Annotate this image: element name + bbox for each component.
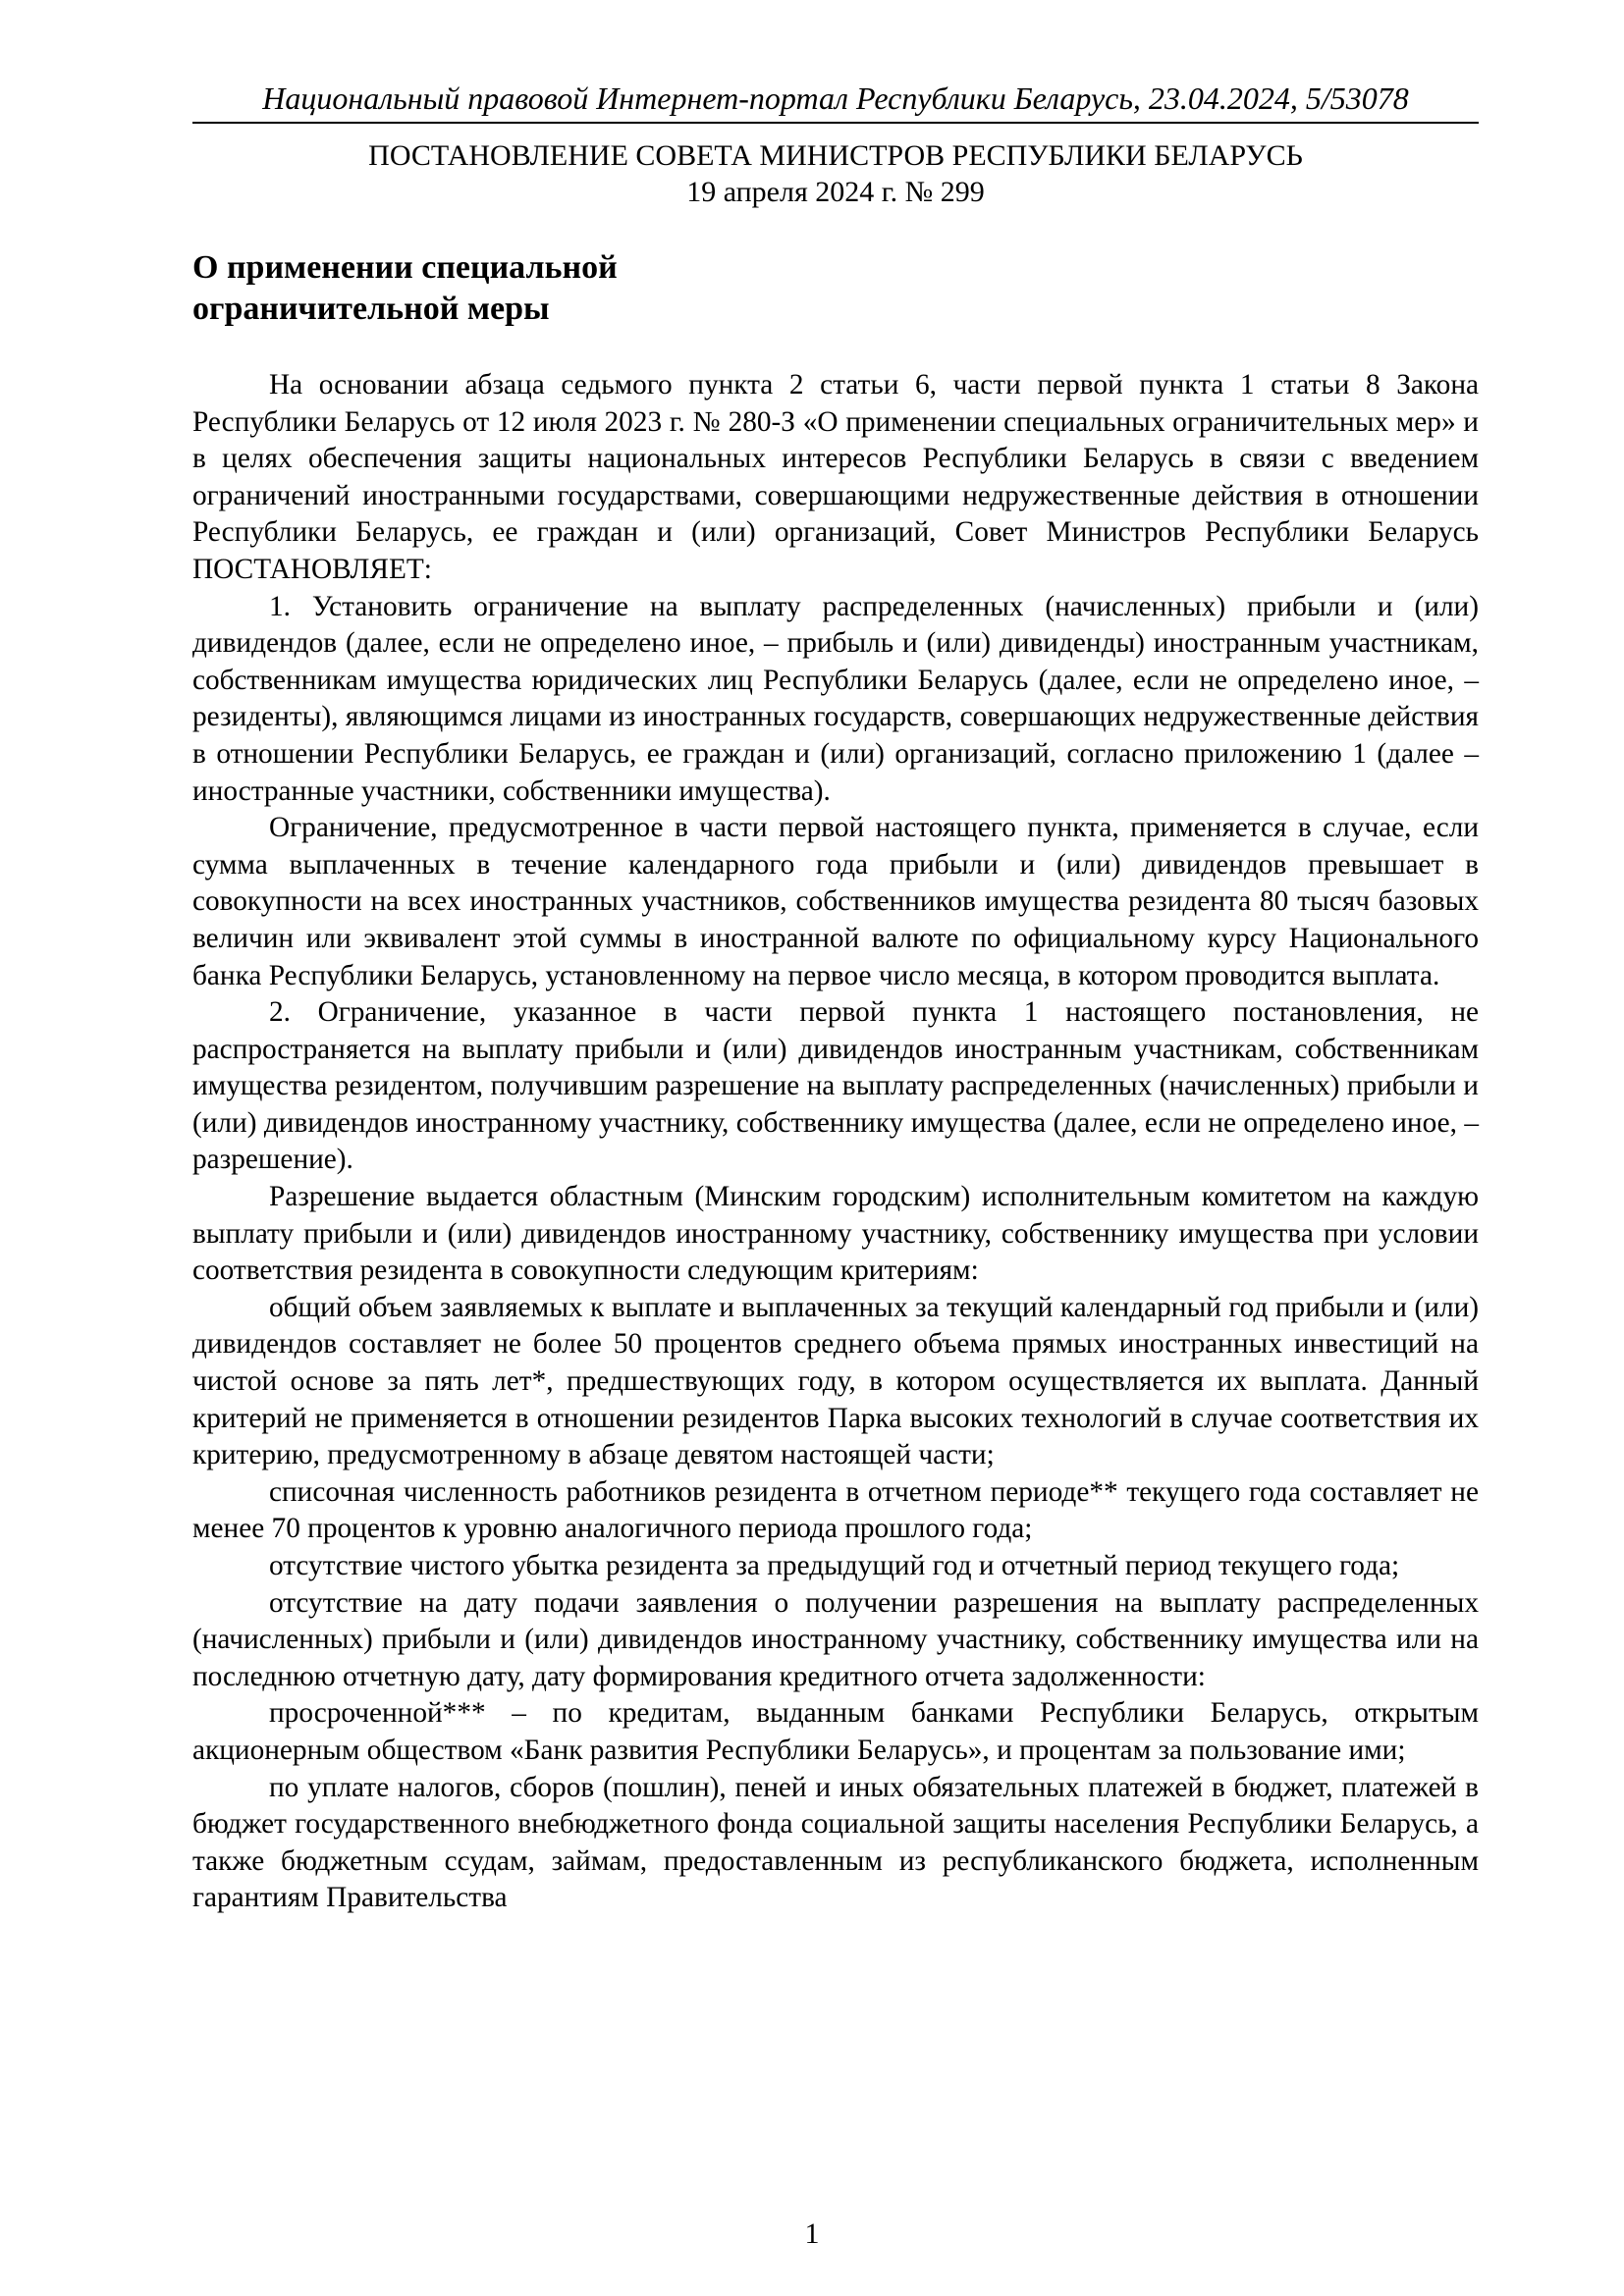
paragraph-preamble: На основании абзаца седьмого пункта 2 статьи 6, части первой пункта 1 статьи 8 Закона Республики Беларусь от 12 июля 2023 г. № 280-З «О применении специальных ограничительных мер» и в целях обеспечения защиты национальных интересов Республики Беларусь в связи с введением ограничений иностранными государствами, совершающими недружественные действия в отношении Республики Беларусь, ее граждан и (или) организаций, Совет Министров Республики Беларусь ПОСТАНОВЛЯЕТ: xyxy=(192,369,1479,585)
issuer-line: ПОСТАНОВЛЕНИЕ СОВЕТА МИНИСТРОВ РЕСПУБЛИКИ БЕЛАРУСЬ xyxy=(368,139,1303,172)
criterion-no-debt: отсутствие на дату подачи заявления о получении разрешения на выплату распределенных (начисленных) прибыли и (или) дивидендов иностранному участнику, собственнику имущества или на последнюю отчетную дату, дату формирования кредитного отчета задолженности: xyxy=(192,1586,1479,1692)
running-header: Национальный правовой Интернет-портал Республики Беларусь, 23.04.2024, 5/53078 xyxy=(262,80,1409,116)
date-number-line: 19 апреля 2024 г. № 299 xyxy=(686,176,985,208)
document-body xyxy=(192,367,1479,1917)
paragraph-item-2: 2. Ограничение, указанное в части первой пункта 1 настоящего постановления, не распространяется на выплату прибыли и (или) дивидендов иностранным участникам, собственникам имущества резидентом, получившим разрешение на выплату распределенных (начисленных) прибыли и (или) дивидендов иностранному участнику, собственнику имущества (далее, если не определено иное, – разрешение). xyxy=(192,996,1479,1176)
criterion-headcount: списочная численность работников резидента в отчетном периоде** текущего года составляет не менее 70 процентов к уровню аналогичного периода прошлого года; xyxy=(192,1475,1479,1545)
paragraph-item-1: 1. Установить ограничение на выплату распределенных (начисленных) прибыли и (или) дивидендов (далее, если не определено иное, – прибыль и (или) дивиденды) иностранным участникам, собственникам имущества юридических лиц Республики Беларусь (далее, если не определено иное, – резиденты), являющимся лицами из иностранных государств, совершающих недружественные действия в отношении Республики Беларусь, ее граждан и (или) организаций, согласно приложению 1 (далее – иностранные участники, собственники имущества). xyxy=(192,590,1479,807)
document-title xyxy=(192,247,880,330)
title-line-1: О применении специальной xyxy=(192,249,618,286)
page-number: 1 xyxy=(804,2217,820,2250)
debt-overdue-loans: просроченной*** – по кредитам, выданным банками Республики Беларусь, открытым акционерным обществом «Банк развития Республики Беларусь», и процентам за пользование ими; xyxy=(192,1697,1479,1766)
criterion-no-loss: отсутствие чистого убытка резидента за предыдущий год и отчетный период текущего года; xyxy=(269,1550,1400,1581)
title-line-2: ограничительной меры xyxy=(192,291,550,327)
criterion-investment: общий объем заявляемых к выплате и выплаченных за текущий календарный год прибыли и (или) дивидендов составляет не более 50 процентов среднего объема прямых иностранных инвестиций на чистой основе за пять лет*, предшествующих году, в котором осуществляется их выплата. Данный критерий не применяется в отношении резидентов Парка высоких технологий в случае соответствия их критерию, предусмотренному в абзаце девятом настоящей части; xyxy=(192,1291,1479,1471)
paragraph-item-2-part-2: Разрешение выдается областным (Минским городским) исполнительным комитетом на каждую выплату прибыли и (или) дивидендов иностранному участнику, собственнику имущества при условии соответствия резидента в совокупности следующим критериям: xyxy=(192,1181,1479,1287)
header-divider xyxy=(192,122,1479,124)
document-heading xyxy=(192,137,1479,210)
paragraph-item-1-part-2: Ограничение, предусмотренное в части первой настоящего пункта, применяется в случае, если сумма выплаченных в течение календарного года прибыли и (или) дивидендов превышает в совокупности на всех иностранных участников, собственников имущества резидента 80 тысяч базовых величин или эквивалент этой суммы в иностранной валюте по официальному курсу Национального банка Республики Беларусь, установленному на первое число месяца, в котором проводится выплата. xyxy=(192,812,1479,991)
debt-taxes: по уплате налогов, сборов (пошлин), пеней и иных обязательных платежей в бюджет, платежей в бюджет государственного внебюджетного фонда социальной защиты населения Республики Беларусь, а также бюджетным ссудам, займам, предоставленным из республиканского бюджета, исполненным гарантиям Правительства xyxy=(192,1771,1479,1914)
